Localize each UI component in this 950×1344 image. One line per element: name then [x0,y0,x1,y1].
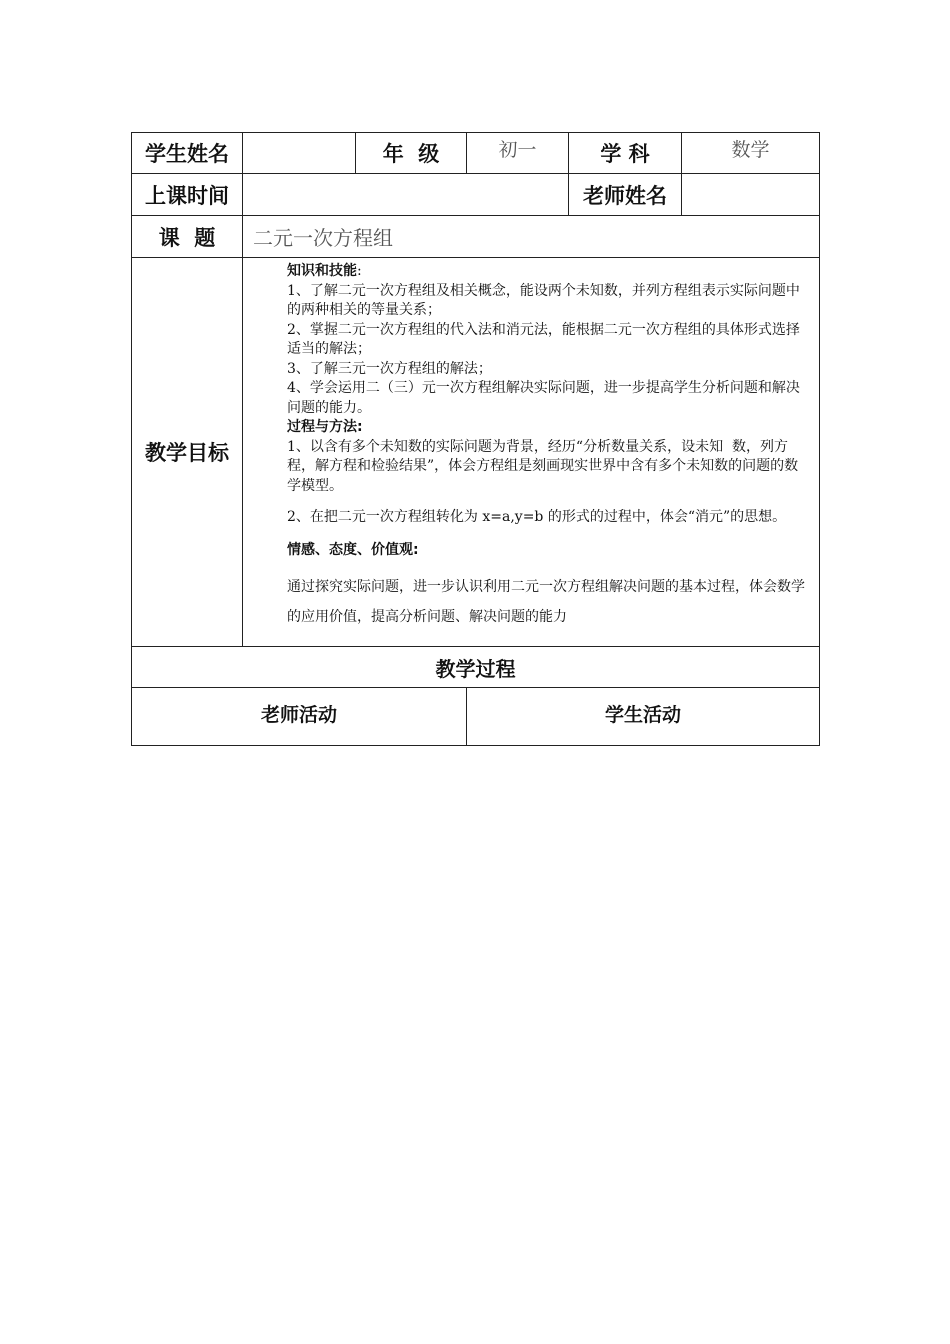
subject-label: 学 科 [569,133,682,174]
teaching-process-title: 教学过程 [132,647,820,688]
topic-value[interactable]: 二元一次方程组 [243,216,820,258]
student-name-label: 学生姓名 [132,133,243,174]
teacher-name-value[interactable] [682,174,820,216]
objectives-label: 教学目标 [132,258,243,647]
teacher-activity-header: 老师活动 [132,688,467,746]
lesson-plan [131,132,819,746]
process-method-title: 过程与方法: [287,419,363,435]
emotion-text: 通过探究实际问题，进一步认识利用二元一次方程组解决问题的基本过程，体会数学的应用价值，提高分析问题、解决问题的能力 [287,579,805,625]
topic-label: 课 题 [132,216,243,258]
knowledge-title: 知识和技能 [287,263,357,279]
lesson-plan-table [131,132,820,746]
process-item: 1、以含有多个未知数的实际问题为背景，经历“分析数量关系，设未知 数，列方程，解方程和检验结果”，体会方程组是刻画现实世界中含有多个未知数的问题的数学模型。 [287,438,799,494]
knowledge-item: 1、了解二元一次方程组及相关概念，能设两个未知数，并列方程组表示实际问题中的两种相关的等量关系； [287,282,800,318]
subject-value[interactable]: 数学 [682,133,820,174]
knowledge-item: 2、掌握二元一次方程组的代入法和消元法，能根据二元一次方程组的具体形式选择适当的解法； [287,321,800,357]
process-item: 2、在把二元一次方程组转化为 x=a,y=b 的形式的过程中，体会“消元”的思想。 [287,509,787,525]
class-time-label: 上课时间 [132,174,243,216]
grade-value[interactable]: 初一 [467,133,569,174]
grade-label: 年 级 [356,133,467,174]
class-time-value[interactable] [243,174,569,216]
teacher-name-label: 老师姓名 [569,174,682,216]
knowledge-item: 3、了解三元一次方程组的解法； [287,360,492,377]
knowledge-item: 4、学会运用二（三）元一次方程组解决实际问题，进一步提高学生分析问题和解决问题的能力。 [287,380,800,416]
student-activity-header: 学生活动 [467,688,820,746]
emotion-title: 情感、态度、价值观: [287,542,419,558]
student-name-value[interactable] [243,133,356,174]
knowledge-colon: : [357,263,362,279]
objectives-content [243,258,820,647]
